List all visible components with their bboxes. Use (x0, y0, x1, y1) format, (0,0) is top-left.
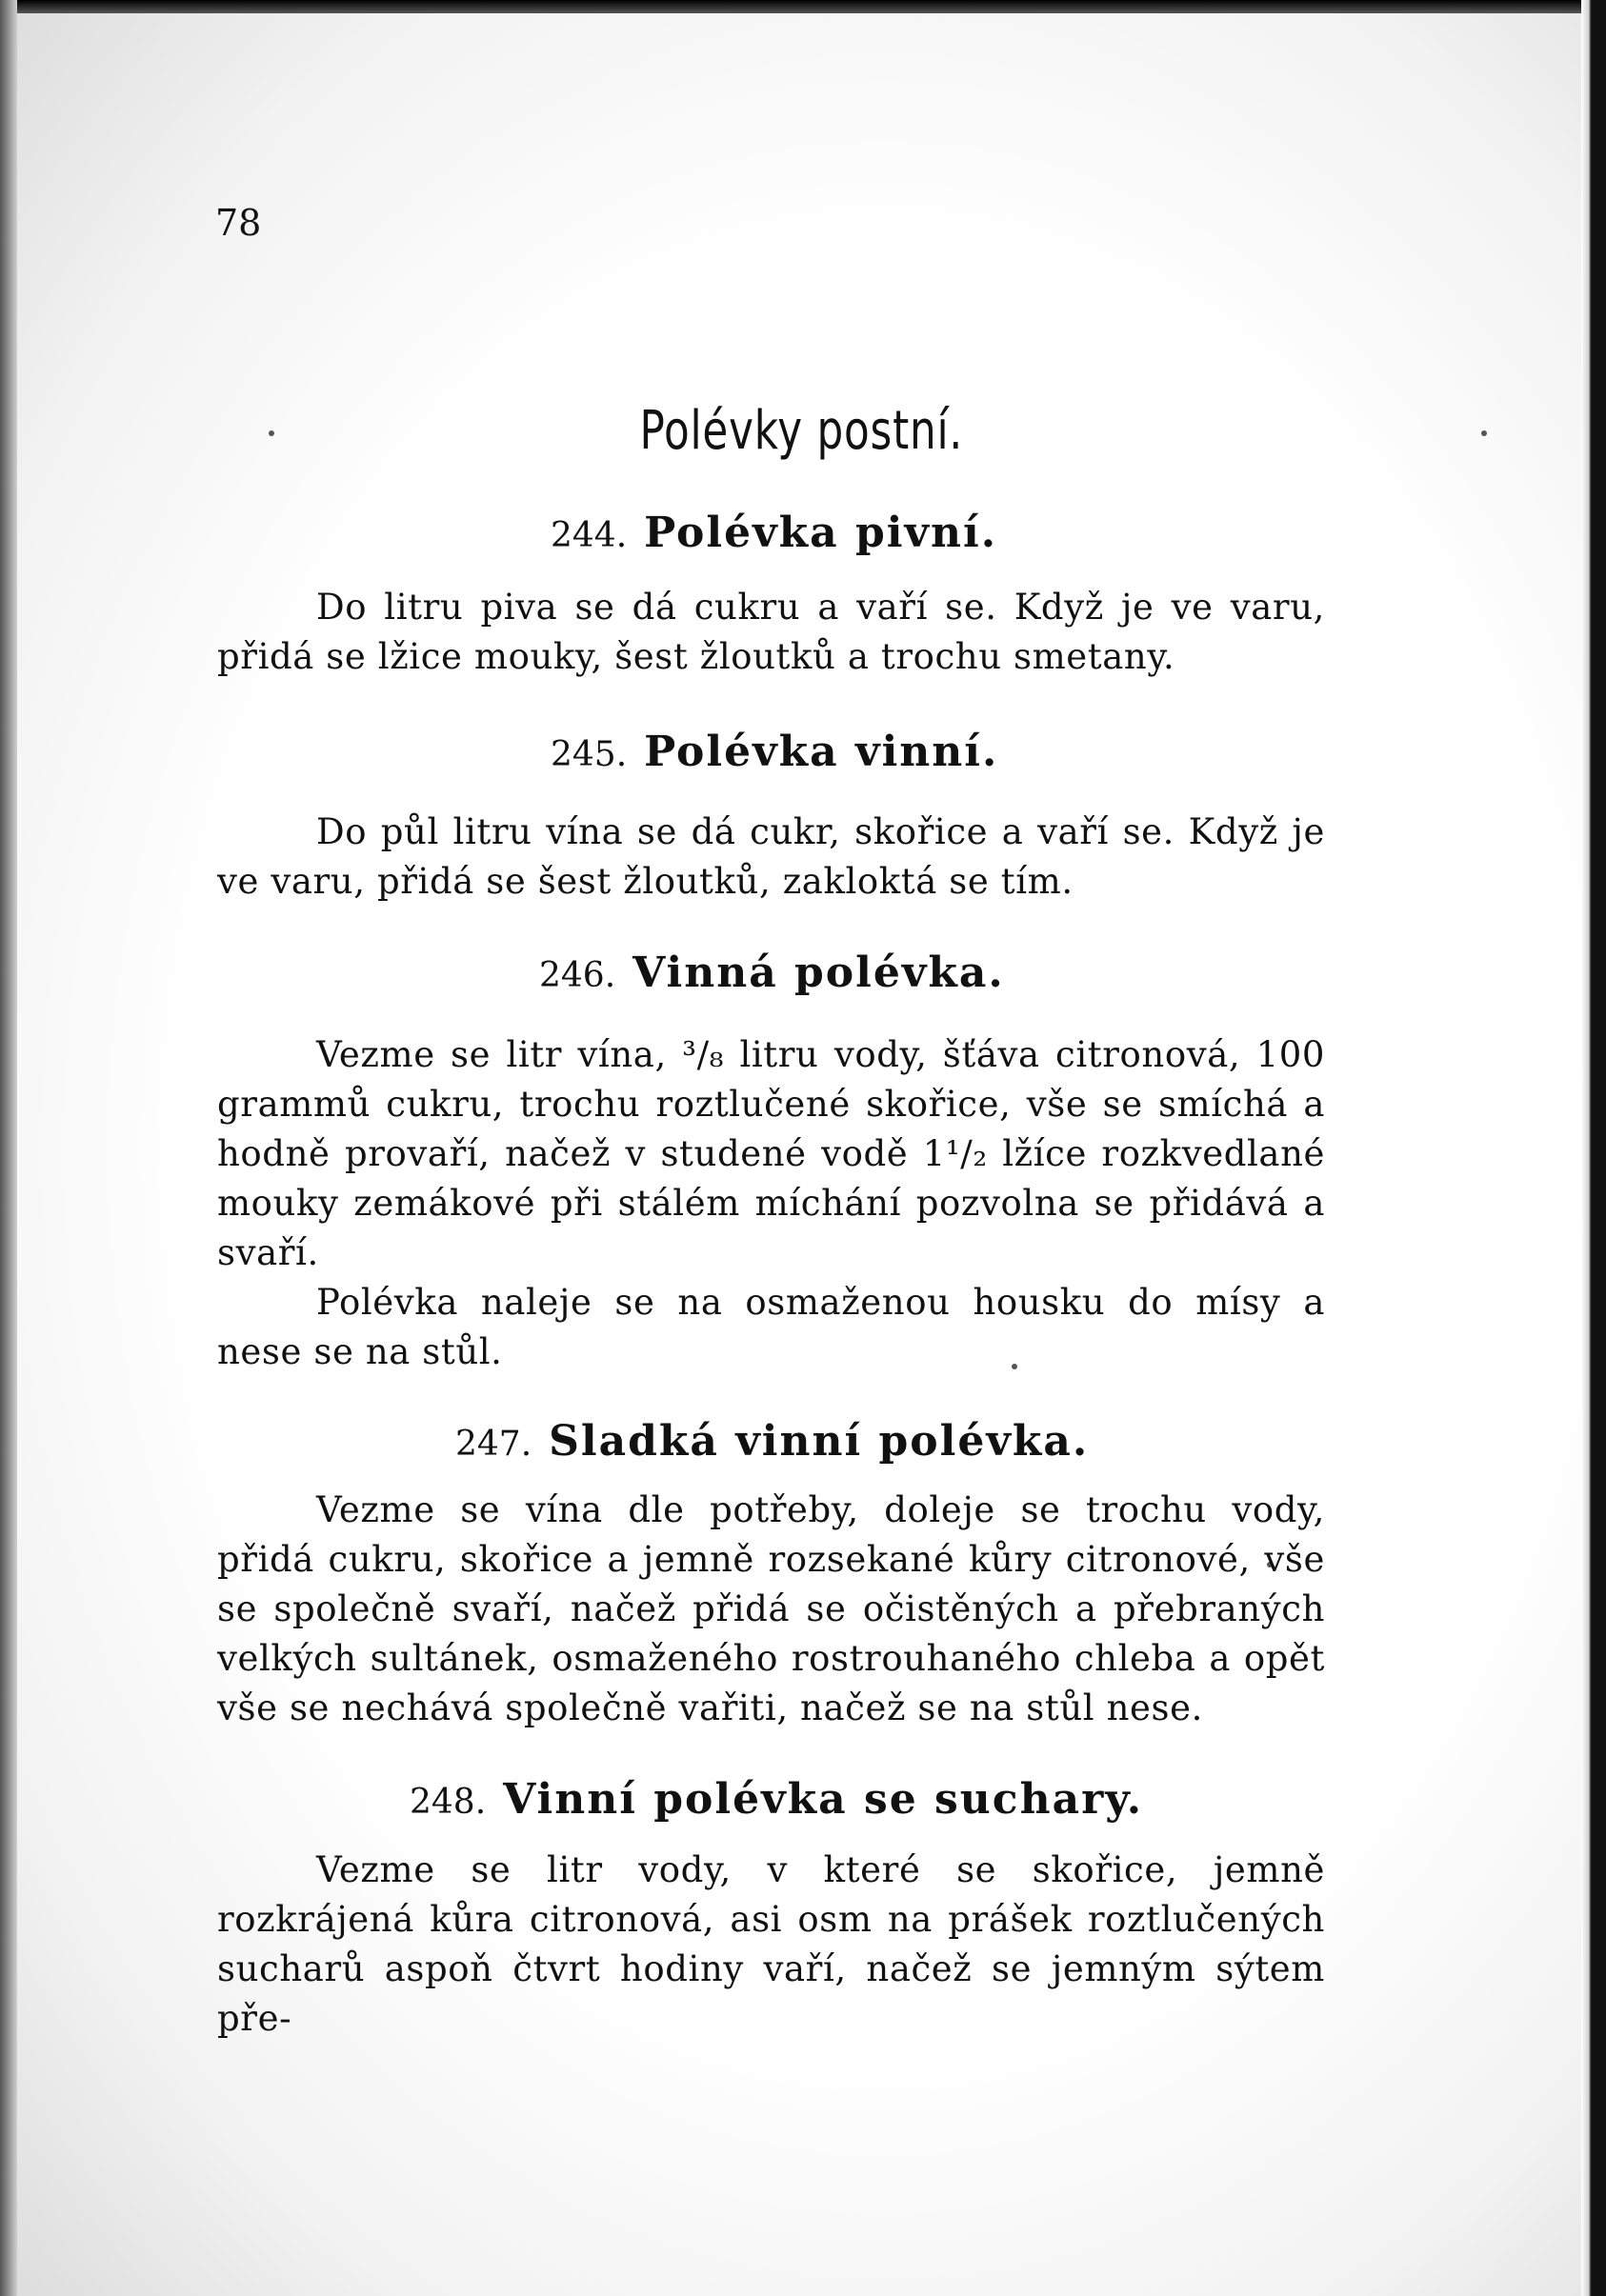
recipe-number: 246. (539, 956, 616, 995)
recipe-heading (551, 728, 998, 776)
scan-edge-right (1581, 0, 1606, 2296)
recipe-number: 247. (455, 1425, 532, 1464)
paragraph-text: Vezme se litr vody, v které se skořice, jemně rozkrájená kůra citronová, asi osm na prášek roztlučených sucharů aspoň čtvrt hodiny vaří, načež se jemným sýtem pře- (217, 1849, 1325, 2039)
recipe-number: 245. (551, 735, 628, 774)
scan-speck (1481, 430, 1487, 436)
paragraph-text: Vezme se vína dle potřeby, doleje se trochu vody, přidá cukru, skořice a jemně rozsekané kůry citronové, vše se společně svaří, načež přidá se očistěných a přebraných velkých sultánek, osmaženého rostrouhaného chleba a opět vše se nechává společně vařiti, načež se na stůl nese. (217, 1489, 1325, 1728)
paragraph-text: Do litru piva se dá cukru a vaří se. Když je ve varu, přidá se lžice mouky, šest žloutků a trochu smetany. (217, 587, 1325, 677)
recipe-heading (551, 509, 997, 557)
recipe-title: Vinná polévka. (632, 948, 1005, 997)
section-title: Polévky postní. (639, 400, 964, 462)
paragraph-text: Do půl litru vína se dá cukr, skořice a vaří se. Když je ve varu, přidá se šest žloutků, zakloktá se tím. (217, 811, 1325, 902)
recipe-paragraph (217, 1030, 1325, 1278)
recipe-heading (455, 1417, 1089, 1466)
page-number: 78 (215, 202, 262, 244)
recipe-title: Vinní polévka se suchary. (503, 1775, 1144, 1824)
scan-edge-top (0, 0, 1606, 13)
recipe-number: 244. (551, 516, 628, 555)
recipe-paragraph (217, 583, 1325, 682)
recipe-heading (539, 948, 1005, 997)
recipe-title: Sladká vinní polévka. (549, 1417, 1090, 1466)
recipe-heading (410, 1775, 1143, 1824)
recipe-paragraph (217, 1486, 1325, 1733)
scan-edge-left (0, 0, 17, 2296)
recipe-number: 248. (410, 1783, 487, 1822)
paragraph-text: Polévka naleje se na osmaženou housku do mísy a nese se na stůl. (217, 1282, 1325, 1372)
recipe-title: Polévka vinní. (644, 728, 999, 776)
paragraph-text: Vezme se litr vína, ³/₈ litru vody, šťáva citronová, 100 grammů cukru, trochu roztlučené skořice, vše se smíchá a hodně provaří, načež v studené vodě 1¹/₂ lžíce rozkvedlané mouky zemákové při stálém míchání pozvolna se přidává a svaří. (217, 1034, 1325, 1273)
recipe-paragraph (217, 1278, 1325, 1377)
recipe-paragraph (217, 1846, 1325, 2044)
recipe-title: Polévka pivní. (644, 509, 998, 557)
recipe-paragraph (217, 808, 1325, 907)
